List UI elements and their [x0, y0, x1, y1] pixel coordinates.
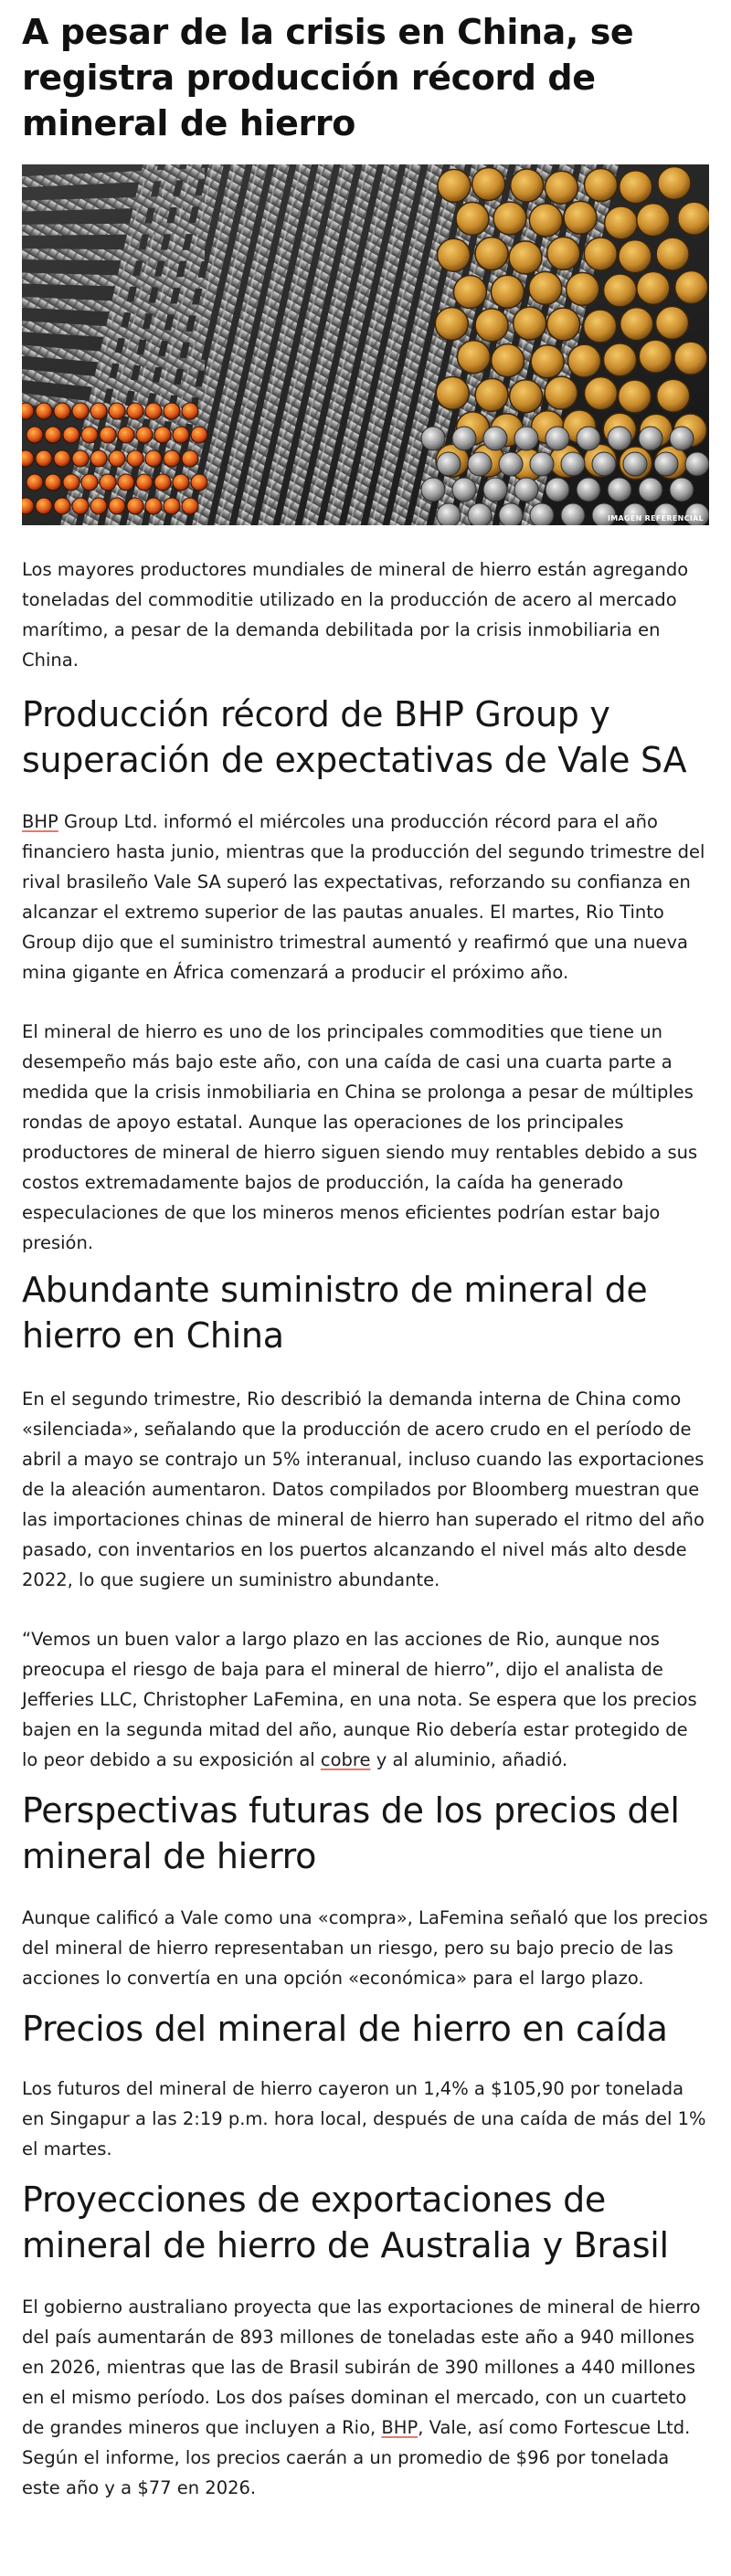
- rebar-end-orange: [127, 498, 143, 514]
- rebar-end-gold: [511, 169, 544, 202]
- rebar-end-gold: [436, 376, 469, 409]
- rebar-end-orange: [90, 498, 107, 514]
- rebar-end-orange: [182, 450, 198, 467]
- rebar-end-silver: [530, 452, 554, 476]
- rebar-end-silver: [514, 427, 538, 450]
- rebar-end-silver: [530, 503, 554, 525]
- rebar-end-orange: [191, 474, 207, 491]
- rebar-end-gold: [585, 168, 618, 201]
- rebar-end-orange: [26, 474, 43, 491]
- paragraph-text: y al aluminio, añadió.: [370, 1749, 568, 1770]
- rebar-end-gold: [678, 202, 709, 235]
- rebar-end-gold: [605, 206, 638, 239]
- rebar-end-orange: [145, 450, 162, 467]
- rebar-end-orange: [118, 474, 134, 491]
- rebar-end-gold: [637, 271, 670, 304]
- rebar-end-gold: [604, 274, 637, 307]
- rebar-end-gold: [656, 306, 689, 339]
- rebar-end-gold: [547, 237, 580, 269]
- rebar-end-orange: [164, 450, 180, 467]
- rebar-end-silver: [452, 478, 476, 501]
- rebar-end-orange: [22, 450, 34, 467]
- link-bhp[interactable]: BHP: [381, 2417, 418, 2438]
- rebar-end-silver: [577, 478, 600, 501]
- article: [0, 5, 731, 2503]
- rebar-end-orange: [109, 498, 125, 514]
- rebar-end-gold: [584, 238, 617, 270]
- rebar-end-gold: [637, 204, 670, 237]
- rebar-end-orange: [127, 403, 143, 419]
- section-paragraph: El mineral de hierro es uno de los principales commodities que tiene un desempeño más bajo este año, con una caída de casi una cuarta parte a medida que la crisis inmobiliaria en China se prolonga a pesar de múltiples rondas de apoyo estatal. Aunque las operaciones de los principales productores de mineral de hierro siguen siendo muy rentables debido a sus costos extremadamente bajos de producción, la caída ha generado especulaciones de que los mineros menos eficientes podrían estar bajo presión.: [22, 1021, 698, 1253]
- rebar-end-silver: [608, 478, 631, 501]
- rebar-rod: [22, 278, 205, 283]
- rebar-end-orange: [22, 403, 34, 419]
- rebar-end-gold: [510, 380, 543, 413]
- rebar-end-silver: [468, 503, 492, 525]
- rebar-end-gold: [656, 238, 689, 270]
- hero-image-steel-rebar: [22, 164, 709, 525]
- section-paragraph: Aunque calificó a Vale como una «compra», LaFemina señaló que los precios del mineral de hierro representaban un riesgo, pero su bajo precio de las acciones lo convertía en una opción «económica» para el largo plazo.: [22, 1907, 708, 1989]
- rebar-end-orange: [154, 474, 171, 491]
- section-heading-bhp-vale: Producción récord de BHP Group y superación de expectativas de Vale SA: [22, 694, 687, 780]
- rebar-end-orange: [90, 403, 107, 419]
- rebar-end-gold: [620, 171, 652, 204]
- rebar-end-gold: [564, 201, 597, 234]
- rebar-end-orange: [145, 498, 162, 514]
- rebar-end-orange: [109, 450, 125, 467]
- section-paragraph: En el segundo trimestre, Rio describió la demanda interna de China como «silenciada», señalando que la producción de acero crudo en el período de abril a mayo se contrajo un 5% interanual, incluso cuando las exportaciones de la aleación aumentaron. Datos compilados por Bloomberg muestran que las importaciones chinas de mineral de hierro han superado el ritmo del año pasado, con inventarios en los puertos alcanzando el nivel más alto desde 2022, lo que sugiere un suministro abundante.: [22, 1388, 705, 1590]
- rebar-end-orange: [118, 427, 134, 443]
- rebar-end-silver: [623, 452, 647, 476]
- image-caption: IMAGEN REFERENCIAL: [607, 514, 704, 523]
- rebar-end-orange: [127, 450, 143, 467]
- rebar-end-gold: [545, 376, 577, 409]
- rebar-end-silver: [670, 427, 694, 450]
- section-heading-price-fall: Precios del mineral de hierro en caída: [22, 2009, 668, 2049]
- rebar-end-gold: [529, 204, 562, 237]
- rebar-end-silver: [670, 478, 694, 501]
- rebar-end-gold: [675, 271, 708, 304]
- article-headline: A pesar de la crisis en China, se registra producción récord de mineral de hierro: [22, 12, 634, 143]
- link-cobre[interactable]: cobre: [320, 1749, 371, 1770]
- rebar-end-gold: [585, 377, 618, 410]
- rebar-end-orange: [81, 474, 98, 491]
- rebar-end-orange: [173, 474, 189, 491]
- paragraph-text: El gobierno australiano proyecta que las exportaciones de mineral de hierro del país aumentarán de 893 millones de toneladas este año a 940 millones en 2026, mientras que las de Brasil subirán de 390 millones a 440 millones en el mismo período. Los dos países dominan el mercado, con un cuarteto de grandes mineros que incluyen a Rio,: [22, 2296, 701, 2438]
- rebar-end-gold: [456, 202, 489, 235]
- rebar-end-orange: [54, 403, 70, 419]
- rebar-end-orange: [36, 498, 52, 514]
- rebar-end-silver: [654, 452, 678, 476]
- rebar-end-orange: [109, 403, 125, 419]
- rebar-end-orange: [36, 450, 52, 467]
- rebar-end-orange: [100, 474, 116, 491]
- rebar-end-orange: [72, 403, 89, 419]
- rebar-end-silver: [592, 452, 616, 476]
- rebar-end-orange: [36, 403, 52, 419]
- section-paragraph: [22, 2292, 709, 2503]
- rebar-end-gold: [603, 343, 636, 376]
- rebar-end-silver: [437, 503, 461, 525]
- rebar-end-orange: [63, 474, 79, 491]
- rebar-end-orange: [136, 474, 153, 491]
- rebar-end-silver: [437, 452, 461, 476]
- rebar-end-gold: [514, 307, 546, 340]
- rebar-end-gold: [492, 344, 524, 377]
- rebar-end-gold: [491, 275, 524, 308]
- section-paragraph: [22, 1624, 709, 1775]
- rebar-end-orange: [145, 403, 162, 419]
- rebar-end-orange: [45, 427, 61, 443]
- rebar-end-orange: [72, 450, 89, 467]
- rebar-end-orange: [191, 427, 207, 443]
- rebar-end-gold: [438, 169, 471, 202]
- rebar-end-gold: [457, 341, 490, 374]
- rebar-end-gold: [475, 238, 508, 270]
- rebar-end-orange: [100, 427, 116, 443]
- rebar-end-orange: [22, 498, 34, 514]
- rebar-end-gold: [453, 276, 486, 309]
- rebar-end-silver: [483, 427, 507, 450]
- steel-rebar-illustration: [22, 164, 709, 525]
- rebar-end-silver: [421, 478, 445, 501]
- paragraph-text: , Vale, así como Fortescue Ltd. Según el informe, los precios caerán a un promedio de $96 por tonelada este año y a $77 en 2026.: [22, 2417, 691, 2498]
- rebar-end-orange: [154, 427, 171, 443]
- rebar-end-gold: [509, 241, 542, 274]
- rebar-end-orange: [54, 450, 70, 467]
- rebar-end-silver: [514, 478, 538, 501]
- rebar-end-gold: [639, 340, 672, 373]
- rebar-end-orange: [164, 403, 180, 419]
- rebar-end-gold: [531, 345, 564, 378]
- rebar-end-gold: [620, 308, 653, 341]
- rebar-end-silver: [639, 478, 662, 501]
- rebar-end-gold: [568, 344, 601, 377]
- rebar-end-orange: [182, 403, 198, 419]
- rebar-end-gold: [547, 308, 580, 341]
- rebar-end-silver: [608, 427, 631, 450]
- paragraph-text: “Vemos un buen valor a largo plazo en las acciones de Rio, aunque nos preocupa el riesgo de baja para el mineral de hierro”, dijo el analista de Jefferies LLC, Christopher LaFemina, en una nota. Se espera que los precios bajen en la segunda mitad del año, aunque Rio debería estar protegido de lo peor debido a su exposición al: [22, 1629, 697, 1770]
- rebar-end-gold: [475, 378, 508, 411]
- rebar-end-gold: [438, 238, 471, 271]
- rebar-end-orange: [72, 498, 89, 514]
- rebar-end-orange: [182, 498, 198, 514]
- section-paragraph: Los futuros del mineral de hierro cayeron un 1,4% a $105,90 por tonelada en Singapur a las 2:19 p.m. hora local, después de una caída de más del 1% el martes.: [22, 2078, 706, 2159]
- rebar-end-gold: [619, 240, 652, 273]
- rebar-end-gold: [475, 309, 508, 342]
- rebar-rod: [22, 254, 205, 256]
- rebar-end-orange: [26, 427, 43, 443]
- rebar-end-silver: [452, 427, 476, 450]
- rebar-end-orange: [54, 498, 70, 514]
- rebar-end-gold: [435, 307, 468, 340]
- rebar-end-gold: [545, 171, 577, 204]
- rebar-rod: [22, 201, 205, 206]
- rebar-end-gold: [658, 166, 691, 199]
- rebar-end-silver: [499, 503, 523, 525]
- rebar-end-silver: [685, 452, 709, 476]
- section-heading-export-projections: Proyecciones de exportaciones de mineral de hierro de Australia y Brasil: [22, 2180, 669, 2265]
- rebar-end-gold: [584, 310, 617, 343]
- section-heading-price-outlook: Perspectivas futuras de los precios del mineral de hierro: [22, 1790, 680, 1876]
- rebar-end-silver: [499, 452, 523, 476]
- rebar-end-gold: [472, 167, 505, 200]
- rebar-end-orange: [45, 474, 61, 491]
- rebar-end-orange: [63, 427, 79, 443]
- rebar-end-orange: [173, 427, 189, 443]
- rebar-rod: [22, 228, 205, 230]
- rebar-end-orange: [81, 427, 98, 443]
- rebar-end-orange: [164, 498, 180, 514]
- rebar-end-silver: [421, 427, 445, 450]
- rebar-end-gold: [657, 379, 690, 412]
- section-heading-supply-china: Abundante suministro de mineral de hierro en China: [22, 1270, 648, 1356]
- rebar-end-silver: [561, 503, 585, 525]
- link-bhp[interactable]: BHP: [22, 811, 58, 832]
- rebar-end-silver: [546, 478, 569, 501]
- rebar-end-gold: [529, 271, 562, 304]
- rebar-end-silver: [639, 427, 662, 450]
- paragraph-text: Group Ltd. informó el miércoles una producción récord para el año financiero hasta junio, mientras que la producción del segundo trimestre del rival brasileño Vale SA superó las expectativas, reforzando su confianza en alcanzar el extremo superior de las pautas anuales. El martes, Rio Tinto Group dijo que el suministro trimestral aumentó y reafirmó que una nueva mina gigante en África comenzará a producir el próximo año.: [22, 811, 705, 983]
- rebar-end-gold: [619, 380, 652, 413]
- rebar-end-orange: [136, 427, 153, 443]
- rebar-end-gold: [674, 342, 707, 375]
- rebar-end-silver: [561, 452, 585, 476]
- intro-paragraph: Los mayores productores mundiales de mineral de hierro están agregando toneladas del commoditie utilizado en la producción de acero al mercado marítimo, a pesar de la demanda debilitada por la crisis inmobiliaria en China.: [22, 559, 689, 670]
- rebar-end-gold: [567, 272, 599, 305]
- rebar-end-gold: [493, 202, 526, 235]
- rebar-end-silver: [546, 427, 569, 450]
- rebar-end-silver: [483, 478, 507, 501]
- section-paragraph: [22, 807, 709, 987]
- rebar-end-silver: [577, 427, 600, 450]
- rebar-end-orange: [90, 450, 107, 467]
- rebar-end-silver: [468, 452, 492, 476]
